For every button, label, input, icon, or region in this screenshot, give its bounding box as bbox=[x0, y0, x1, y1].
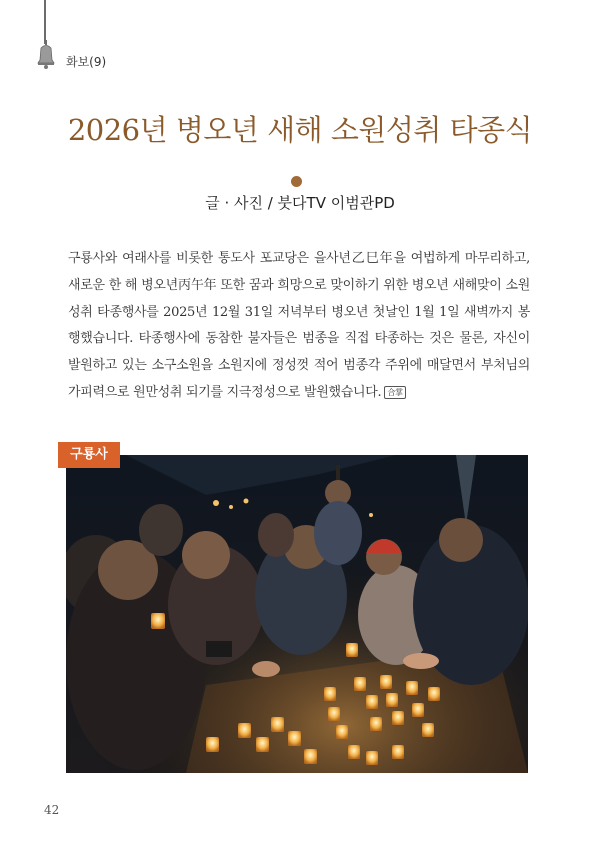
section-label: 화보(9) bbox=[66, 55, 107, 69]
header-rule bbox=[44, 0, 46, 44]
decorative-dot bbox=[291, 176, 302, 187]
body-paragraph: 구룡사와 여래사를 비롯한 통도사 포교당은 을사년乙巳年을 여법하게 마무리하고, 새로운 한 해 병오년丙午年 또한 꿈과 희망으로 맞이하기 위한 병오년 새해맞이 소원성취 타종행사를 2025년 12월 31일 저녁부터 병오년 첫날인 1월 1일 새벽까지 봉행했습니다. 타종행사에 동참한 불자들은 범종을 직접 타종하는 것은 물론, 자신이 발원하고 있는 소구소원을 소원지에 정성껏 적어 범종각 주위에 매달면서 부처님의 가피력으로 원만성취 되기를 지극정성으로 발원했습니다. bbox=[68, 251, 530, 400]
bell-icon bbox=[36, 40, 56, 70]
photo-label: 구룡사 bbox=[58, 442, 120, 468]
byline: 글 · 사진 / 붓다TV 이범관PD bbox=[205, 194, 395, 212]
end-mark: 合掌 bbox=[384, 386, 405, 399]
article-body bbox=[68, 246, 530, 407]
temple-bell-ceremony-photo bbox=[66, 455, 528, 773]
article-title: 2026년 병오년 새해 소원성취 타종식 bbox=[67, 113, 533, 147]
page-number: 42 bbox=[44, 803, 60, 817]
